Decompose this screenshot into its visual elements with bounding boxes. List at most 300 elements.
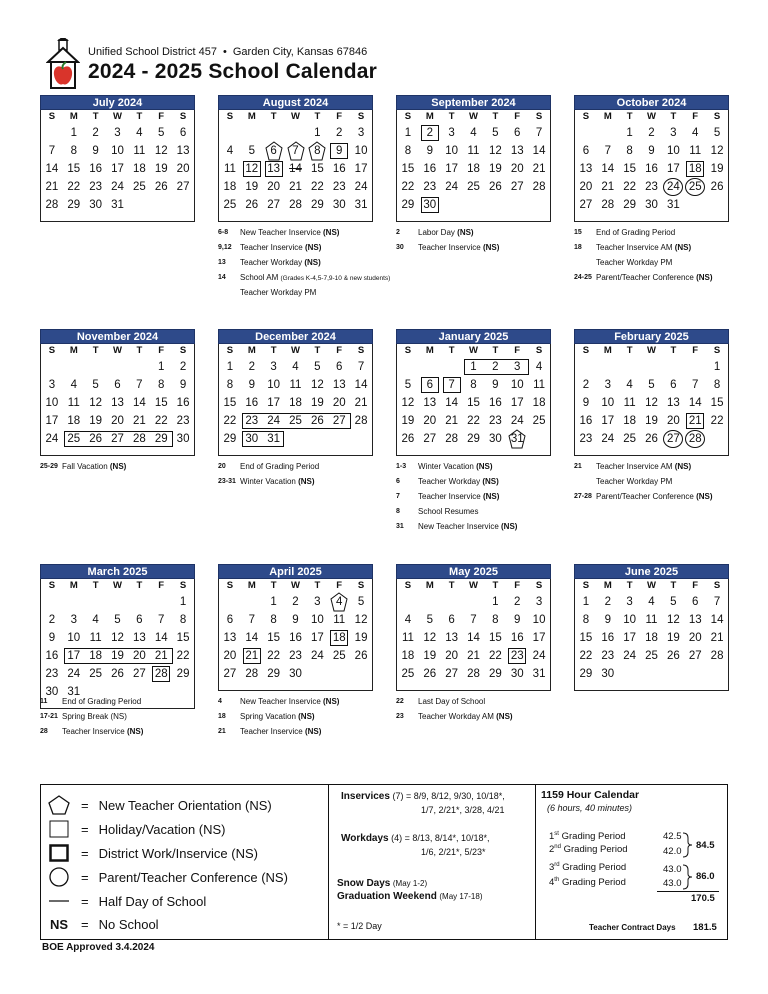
day-cell bbox=[397, 629, 419, 647]
day-number: 20 bbox=[111, 415, 124, 427]
legend-label: Holiday/Vacation (NS) bbox=[98, 821, 226, 837]
day-number: 19 bbox=[89, 415, 103, 427]
day-cell bbox=[219, 593, 241, 611]
weekday-label: W bbox=[469, 111, 478, 122]
day-number: 9 bbox=[582, 397, 590, 409]
day-cell bbox=[328, 647, 350, 665]
day-cell bbox=[684, 647, 706, 665]
month-calendar bbox=[218, 95, 373, 222]
day-cell bbox=[41, 394, 63, 412]
day-cell bbox=[328, 196, 350, 214]
day-cell bbox=[263, 593, 285, 611]
legend-label: Parent/Teacher Conference (NS) bbox=[98, 869, 288, 885]
weekday-label: T bbox=[492, 111, 499, 122]
note-label: Teacher Inservice AM bbox=[596, 462, 673, 471]
note-label: Teacher Inservice bbox=[418, 243, 481, 252]
day-cell bbox=[684, 665, 706, 683]
day-cell bbox=[575, 376, 597, 394]
day-number: 29 bbox=[154, 433, 168, 445]
calendar-header bbox=[46, 38, 546, 98]
day-cell bbox=[441, 593, 463, 611]
day-number: 21 bbox=[710, 632, 724, 644]
weekday-header bbox=[575, 110, 728, 124]
grading-period-2 bbox=[549, 844, 628, 855]
day-cell bbox=[350, 160, 372, 178]
day-cell bbox=[641, 196, 663, 214]
day-number: 24 bbox=[601, 433, 615, 445]
weekday-label: M bbox=[69, 580, 78, 591]
weekday-label: T bbox=[136, 111, 143, 122]
weekday-label: T bbox=[448, 111, 455, 122]
weekday-label: T bbox=[492, 345, 499, 356]
day-cell bbox=[63, 196, 85, 214]
semester1-total: 84.5 bbox=[696, 840, 715, 851]
day-cell bbox=[706, 358, 728, 376]
day-number: 30 bbox=[645, 199, 658, 211]
legend-row-pentagon bbox=[45, 794, 272, 816]
day-number: 6 bbox=[270, 145, 277, 157]
day-number: 11 bbox=[67, 397, 80, 409]
day-cell bbox=[172, 629, 194, 647]
day-number: 4 bbox=[336, 596, 343, 608]
note-label: School AM bbox=[240, 273, 279, 282]
note-date: 2 bbox=[396, 229, 400, 236]
day-cell bbox=[706, 124, 728, 142]
workdays-summary bbox=[341, 833, 489, 844]
month-grid bbox=[574, 579, 729, 691]
day-cell bbox=[107, 665, 129, 683]
day-cell bbox=[350, 665, 372, 683]
note-row bbox=[218, 285, 418, 300]
day-number: 26 bbox=[310, 415, 324, 427]
month-grid bbox=[218, 110, 373, 222]
day-cell bbox=[150, 394, 172, 412]
pentagon-icon bbox=[45, 795, 73, 815]
day-cell bbox=[575, 665, 597, 683]
note-text bbox=[240, 474, 315, 489]
day-number: 24 bbox=[354, 181, 368, 193]
day-number: 10 bbox=[45, 397, 59, 409]
note-date: 15 bbox=[574, 229, 582, 236]
day-cell bbox=[662, 124, 684, 142]
no-school-tag: (NS) bbox=[674, 462, 692, 471]
day-number: 24 bbox=[666, 181, 680, 193]
note-date: 31 bbox=[396, 523, 404, 530]
day-cell bbox=[41, 358, 63, 376]
day-cell bbox=[107, 611, 129, 629]
gp-num: 2 bbox=[549, 844, 555, 856]
week-row bbox=[397, 160, 550, 178]
day-cell bbox=[241, 358, 263, 376]
day-number: 23 bbox=[510, 650, 524, 662]
weekday-label: T bbox=[136, 345, 143, 356]
week-row bbox=[219, 160, 372, 178]
day-cell bbox=[641, 358, 663, 376]
day-cell bbox=[575, 412, 597, 430]
day-cell bbox=[172, 178, 194, 196]
legend-eq: = bbox=[81, 916, 89, 932]
note-label: Spring Break (NS) bbox=[62, 712, 127, 721]
week-row bbox=[397, 412, 550, 430]
day-number: 23 bbox=[45, 668, 59, 680]
month-title: August 2024 bbox=[218, 95, 373, 110]
day-cell bbox=[641, 178, 663, 196]
day-number: 28 bbox=[710, 650, 724, 662]
no-school-tag: (NS) bbox=[482, 477, 499, 486]
day-number: 5 bbox=[92, 379, 99, 391]
week-row bbox=[397, 593, 550, 611]
day-number: 13 bbox=[223, 632, 237, 644]
weekday-header bbox=[219, 579, 372, 593]
day-cell bbox=[706, 142, 728, 160]
note-row bbox=[396, 489, 571, 504]
day-number: 30 bbox=[488, 433, 502, 445]
note-label: Parent/Teacher Conference bbox=[596, 273, 694, 282]
day-number: 28 bbox=[445, 433, 459, 445]
day-cell bbox=[528, 430, 550, 448]
day-cell bbox=[575, 178, 597, 196]
day-cell bbox=[619, 647, 641, 665]
day-cell bbox=[150, 124, 172, 142]
day-number: 1 bbox=[179, 596, 187, 608]
day-cell bbox=[328, 160, 350, 178]
day-cell bbox=[441, 412, 463, 430]
weekday-label: S bbox=[713, 111, 721, 122]
weekday-header bbox=[575, 344, 728, 358]
day-number: 4 bbox=[535, 361, 543, 373]
weekday-label: F bbox=[336, 345, 343, 356]
day-cell bbox=[107, 430, 129, 448]
day-cell bbox=[150, 160, 172, 178]
day-number: 4 bbox=[226, 145, 234, 157]
day-number: 1 bbox=[404, 127, 412, 139]
weekday-label: S bbox=[582, 111, 590, 122]
month-grid bbox=[218, 579, 373, 691]
day-cell bbox=[41, 124, 63, 142]
day-cell bbox=[641, 629, 663, 647]
day-cell bbox=[306, 430, 328, 448]
day-number: 9 bbox=[248, 379, 255, 391]
day-number: 12 bbox=[666, 614, 680, 626]
day-number: 3 bbox=[514, 361, 521, 373]
day-cell bbox=[662, 394, 684, 412]
day-cell bbox=[506, 178, 528, 196]
day-number: 20 bbox=[666, 415, 680, 427]
day-number: 20 bbox=[445, 650, 459, 662]
day-number: 5 bbox=[158, 127, 165, 139]
day-number: 27 bbox=[688, 650, 702, 662]
legend-label: District Work/Inservice (NS) bbox=[98, 845, 258, 861]
day-cell bbox=[219, 430, 241, 448]
day-cell bbox=[128, 358, 150, 376]
weekday-label: S bbox=[48, 345, 56, 356]
day-number: 13 bbox=[688, 614, 702, 626]
note-date: 7 bbox=[396, 493, 400, 500]
day-number: 6 bbox=[136, 614, 143, 626]
day-cell bbox=[219, 629, 241, 647]
gp1-value: 42.5 bbox=[663, 831, 682, 842]
day-cell bbox=[128, 196, 150, 214]
day-number: 11 bbox=[133, 145, 146, 157]
day-cell bbox=[597, 124, 619, 142]
day-number: 25 bbox=[467, 181, 480, 193]
day-cell bbox=[263, 647, 285, 665]
day-number: 13 bbox=[111, 397, 124, 409]
day-cell bbox=[328, 358, 350, 376]
day-number: 28 bbox=[132, 433, 146, 445]
day-number: 22 bbox=[488, 650, 502, 662]
note-label: Teacher Inservice bbox=[62, 727, 125, 736]
day-cell bbox=[397, 394, 419, 412]
legend-eq: = bbox=[81, 845, 89, 861]
day-cell bbox=[506, 124, 528, 142]
day-cell bbox=[419, 394, 441, 412]
day-number: 13 bbox=[267, 163, 281, 175]
weekday-label: M bbox=[247, 111, 256, 122]
weekday-label: T bbox=[92, 345, 99, 356]
day-number: 6 bbox=[336, 361, 343, 373]
week-row bbox=[397, 647, 550, 665]
day-number: 25 bbox=[332, 650, 346, 662]
note-date: 27-28 bbox=[574, 493, 592, 500]
weekday-header bbox=[397, 344, 550, 358]
day-cell bbox=[107, 629, 129, 647]
day-number: 2 bbox=[248, 361, 255, 373]
day-cell bbox=[619, 160, 641, 178]
day-cell bbox=[107, 160, 129, 178]
day-number: 11 bbox=[89, 632, 102, 644]
contract-days-value: 181.5 bbox=[693, 922, 717, 933]
weekday-label: M bbox=[69, 111, 78, 122]
contract-days-label: Teacher Contract Days bbox=[589, 923, 676, 932]
district-line bbox=[88, 46, 367, 58]
weekday-label: T bbox=[448, 580, 455, 591]
day-cell bbox=[506, 593, 528, 611]
day-cell bbox=[419, 430, 441, 448]
weekday-header bbox=[397, 579, 550, 593]
day-cell bbox=[219, 178, 241, 196]
day-cell bbox=[85, 430, 107, 448]
day-cell bbox=[285, 430, 307, 448]
day-cell bbox=[41, 665, 63, 683]
week-row bbox=[41, 142, 194, 160]
day-cell bbox=[397, 160, 419, 178]
day-number: 23 bbox=[289, 650, 302, 662]
day-number: 29 bbox=[623, 199, 637, 211]
day-cell bbox=[597, 196, 619, 214]
day-cell bbox=[528, 178, 550, 196]
day-cell bbox=[641, 142, 663, 160]
day-number: 21 bbox=[354, 397, 368, 409]
legend-eq: = bbox=[81, 797, 89, 813]
day-number: 30 bbox=[423, 199, 437, 211]
note-row bbox=[396, 694, 571, 709]
day-number: 10 bbox=[510, 379, 524, 391]
notes-february bbox=[574, 459, 749, 504]
day-cell bbox=[484, 665, 506, 683]
day-cell bbox=[306, 593, 328, 611]
weekday-label: M bbox=[247, 345, 256, 356]
no-school-tag: (NS) bbox=[496, 712, 513, 721]
no-school-tag: (NS) bbox=[696, 492, 713, 501]
day-cell bbox=[706, 629, 728, 647]
weekday-label: T bbox=[270, 580, 277, 591]
day-cell bbox=[41, 196, 63, 214]
day-number: 14 bbox=[354, 379, 368, 391]
day-number: 31 bbox=[354, 199, 368, 211]
day-cell bbox=[107, 124, 129, 142]
day-cell bbox=[597, 160, 619, 178]
note-date: 23 bbox=[396, 713, 404, 720]
day-number: 2 bbox=[514, 596, 521, 608]
day-number: 11 bbox=[223, 163, 236, 175]
day-cell bbox=[241, 412, 263, 430]
day-number: 11 bbox=[533, 379, 546, 391]
day-number: 14 bbox=[445, 397, 459, 409]
week-row bbox=[41, 394, 194, 412]
note-text bbox=[62, 724, 143, 739]
day-number: 2 bbox=[292, 596, 299, 608]
day-number: 26 bbox=[154, 181, 168, 193]
day-number: 25 bbox=[688, 181, 702, 193]
day-cell bbox=[706, 430, 728, 448]
legend-eq: = bbox=[81, 869, 89, 885]
day-cell bbox=[63, 358, 85, 376]
weekday-label: T bbox=[314, 111, 321, 122]
day-cell bbox=[597, 178, 619, 196]
day-cell bbox=[597, 394, 619, 412]
day-cell bbox=[506, 412, 528, 430]
day-number: 14 bbox=[289, 163, 302, 175]
day-number: 19 bbox=[401, 415, 415, 427]
district-name: Unified School District 457 bbox=[88, 46, 218, 58]
note-text bbox=[418, 240, 499, 255]
day-cell bbox=[350, 376, 372, 394]
week-row bbox=[575, 160, 728, 178]
day-cell bbox=[350, 196, 372, 214]
note-row bbox=[218, 225, 418, 240]
day-number: 8 bbox=[270, 614, 277, 626]
week-row bbox=[41, 124, 194, 142]
gp-num: 4 bbox=[549, 877, 555, 889]
day-number: 3 bbox=[70, 614, 77, 626]
week-row bbox=[219, 647, 372, 665]
weekday-label: T bbox=[314, 580, 321, 591]
day-number: 25 bbox=[67, 433, 81, 445]
day-number: 22 bbox=[401, 181, 415, 193]
day-cell bbox=[397, 430, 419, 448]
month-title: March 2025 bbox=[40, 564, 195, 579]
note-row bbox=[574, 225, 749, 240]
weekday-label: F bbox=[336, 111, 343, 122]
day-number: 18 bbox=[67, 415, 81, 427]
day-cell bbox=[441, 611, 463, 629]
day-number: 1 bbox=[158, 361, 165, 373]
day-cell bbox=[641, 412, 663, 430]
day-number: 7 bbox=[470, 614, 477, 626]
day-cell bbox=[484, 394, 506, 412]
day-cell bbox=[575, 160, 597, 178]
note-text bbox=[240, 724, 321, 739]
day-number: 16 bbox=[488, 397, 502, 409]
note-date: 18 bbox=[574, 244, 582, 251]
note-date: 6-8 bbox=[218, 229, 229, 236]
day-number: 10 bbox=[532, 614, 546, 626]
day-number: 14 bbox=[45, 163, 59, 175]
week-row bbox=[397, 394, 550, 412]
day-cell bbox=[172, 394, 194, 412]
gp-sup: th bbox=[554, 877, 560, 883]
month-grid bbox=[396, 110, 551, 222]
note-text bbox=[596, 459, 691, 474]
day-cell bbox=[662, 430, 684, 448]
day-number: 2 bbox=[336, 127, 343, 139]
day-number: 9 bbox=[336, 145, 343, 157]
day-number: 16 bbox=[289, 632, 302, 644]
day-number: 8 bbox=[226, 379, 234, 391]
day-cell bbox=[107, 376, 129, 394]
day-cell bbox=[63, 593, 85, 611]
day-number: 20 bbox=[579, 181, 593, 193]
day-number: 28 bbox=[532, 181, 546, 193]
day-number: 19 bbox=[154, 163, 168, 175]
gp4-value: 43.0 bbox=[663, 878, 682, 889]
day-number: 25 bbox=[532, 415, 546, 427]
weekday-label: S bbox=[404, 580, 412, 591]
day-number: 10 bbox=[623, 614, 637, 626]
notes-may bbox=[396, 694, 571, 724]
week-row bbox=[575, 412, 728, 430]
day-number: 27 bbox=[223, 668, 237, 680]
day-cell bbox=[619, 376, 641, 394]
day-number: 17 bbox=[666, 163, 680, 175]
day-number: 28 bbox=[688, 433, 702, 445]
weekday-label: T bbox=[314, 345, 321, 356]
day-number: 21 bbox=[289, 181, 302, 193]
day-number: 20 bbox=[423, 415, 437, 427]
day-cell bbox=[150, 665, 172, 683]
day-number: 10 bbox=[445, 145, 459, 157]
day-number: 9 bbox=[92, 145, 99, 157]
month-calendar bbox=[574, 564, 729, 691]
day-number: 21 bbox=[467, 650, 480, 662]
week-row bbox=[219, 430, 372, 448]
weekday-label: S bbox=[179, 580, 187, 591]
weekday-label: F bbox=[692, 111, 699, 122]
week-row bbox=[575, 611, 728, 629]
day-number: 17 bbox=[111, 163, 124, 175]
day-number: 2 bbox=[426, 127, 433, 139]
day-number: 18 bbox=[467, 163, 480, 175]
day-cell bbox=[619, 124, 641, 142]
day-number: 22 bbox=[267, 650, 281, 662]
weekday-label: W bbox=[647, 580, 656, 591]
day-cell bbox=[575, 142, 597, 160]
day-cell bbox=[263, 196, 285, 214]
schoolhouse-apple-logo-icon bbox=[46, 38, 80, 90]
day-cell bbox=[706, 647, 728, 665]
day-cell bbox=[641, 376, 663, 394]
day-cell bbox=[419, 665, 441, 683]
note-date: 4 bbox=[218, 698, 222, 705]
day-cell bbox=[641, 665, 663, 683]
day-number: 19 bbox=[423, 650, 437, 662]
day-number: 27 bbox=[267, 199, 281, 211]
day-number: 3 bbox=[270, 361, 277, 373]
note-row bbox=[396, 709, 571, 724]
day-cell bbox=[150, 412, 172, 430]
day-number: 13 bbox=[332, 379, 346, 391]
